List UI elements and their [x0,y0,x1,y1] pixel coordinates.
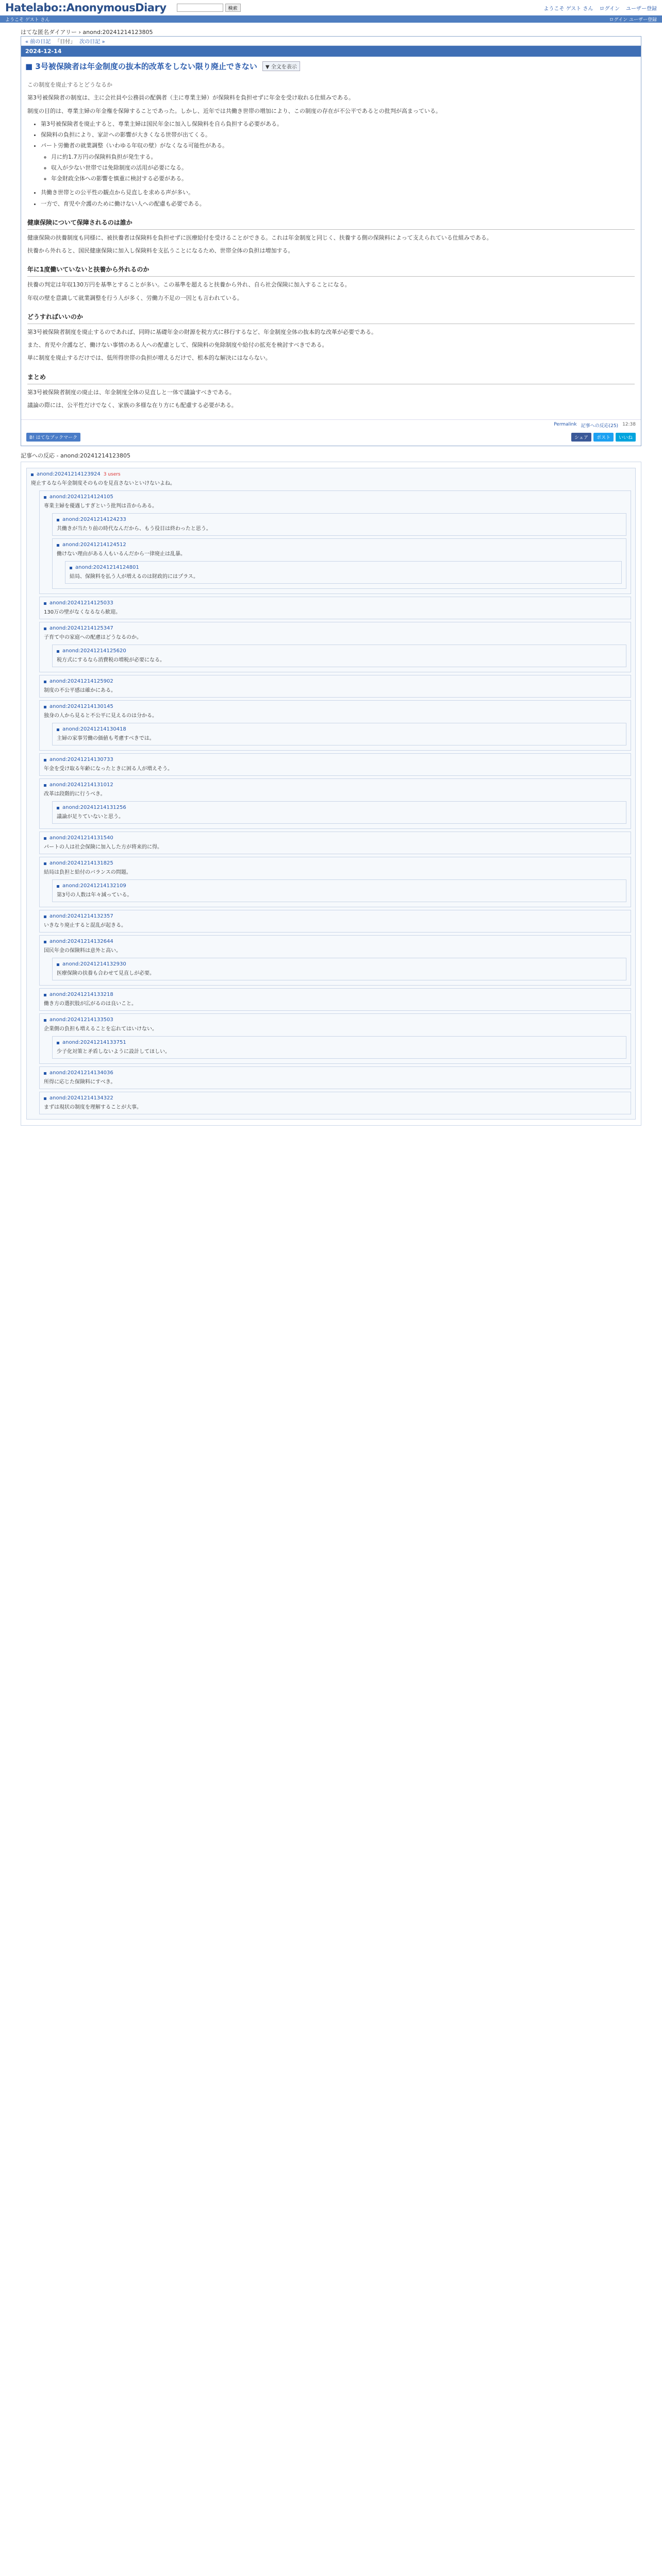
entry-paragraph: 第3号被保険者制度を廃止するのであれば、同時に基礎年金の財源を税方式に移行するなど、年金制度全体の抜本的な改革が必要である。 [27,328,377,335]
bullet-icon [44,1019,46,1022]
bullet-icon [57,1042,59,1044]
entry-body [21,75,641,419]
comment-header [44,756,626,764]
comment-text: 企業側の負担も増えることを忘れてはいけない。 [44,1026,157,1032]
comment-text: 医療保険の扶養も合わせて見直しが必要。 [57,971,155,976]
comment [39,910,631,933]
comment-header [44,991,626,999]
comment [26,468,636,1120]
comment [52,958,626,980]
comment-text: 第3号の人数は年々減っている。 [57,892,133,898]
comment-link[interactable]: anond:20241214130418 [62,726,126,732]
comment-text: まずは現状の制度を理解することが大事。 [44,1105,142,1110]
comment-header [44,781,626,789]
bullet-icon [70,567,72,569]
comment [65,561,622,584]
responses-link[interactable]: 記事への反応(25) [581,423,619,429]
comment-link[interactable]: anond:20241214132357 [49,913,113,919]
comment-link[interactable]: anond:20241214131256 [62,805,126,810]
comment-header [44,834,626,842]
comment-link[interactable]: anond:20241214124512 [62,542,126,548]
entry-paragraph: また、育児や介護など、働けない事情のある人への配慮として、保険料の免除制度や給付の拡充を検討すべきである。 [27,342,328,348]
comment-link[interactable]: anond:20241214132644 [49,939,113,944]
bullet-icon [44,1097,46,1100]
comment-link[interactable]: anond:20241214133218 [49,992,113,997]
comment-link[interactable]: anond:20241214131012 [49,782,113,788]
list-item: ◦ 月に約1.7万円の保険料負担が発生する。 [51,152,635,162]
section-heading: 年に1度働いていないと扶養から外れるのか [27,263,635,277]
comment-link[interactable]: anond:20241214133503 [49,1017,113,1023]
comment-link[interactable]: anond:20241214134036 [49,1070,113,1076]
comment [39,778,631,829]
comment-text: いきなり廃止すると混乱が起きる。 [44,923,126,928]
share-row [21,431,641,446]
entry-paragraph: 健康保険の扶養制度も同様に、被扶養者は保険料を負担せずに医療給付を受けることができる。これは年金制度と同じく、扶養する側の保険料によって支えられている仕組みである。 [27,234,492,241]
search-input[interactable] [177,4,223,12]
entry-paragraph: この制度を廃止するとどうなるか [27,81,112,88]
comment-text: 主婦の家事労働の価値も考慮すべきでは。 [57,736,155,741]
bullet-icon [44,862,46,865]
comment-link[interactable]: anond:20241214131825 [49,860,113,866]
comments-heading: 記事への反応 - anond:20241214123805 [21,452,131,459]
topbar-right[interactable]: ログイン ユーザー登録 [609,17,657,23]
list-item: ◦ 収入が少ない世帯では免除制度の活用が必要になる。 [51,163,635,173]
header-link-login[interactable]: ログイン [599,6,620,12]
list-item: ◦ 年金財政全体への影響を慎重に検討する必要がある。 [51,174,635,183]
comment-text: 独身の人から見ると不公平に見えるのは分かる。 [44,713,157,719]
comment-link[interactable]: anond:20241214125620 [62,648,126,654]
list-item: • 保険料の負担により、家計への影響が大きくなる世帯が出てくる。 [41,130,635,140]
entry-date: 2024-12-14 [21,46,641,57]
entry-time: 12:38 [622,422,636,427]
comment-text: 130万の壁がなくなるなら歓迎。 [44,609,121,615]
comment-header [44,703,626,711]
entry-list [41,119,635,184]
comment-header [44,624,626,633]
comment-header [31,470,631,479]
post-button[interactable]: ポスト [593,433,614,442]
section-heading: どうすればいいのか [27,310,635,324]
comment [39,1092,631,1114]
site-logo[interactable]: Hatelabo::AnonymousDiary [5,2,167,14]
comment-text: 税方式にするなら消費税の増税が必要になる。 [57,657,165,663]
bullet-icon [44,628,46,630]
bullet-icon [57,519,59,521]
comment [52,538,626,589]
bullet-icon [44,916,46,918]
comment-header [57,1039,622,1047]
comment [52,1036,626,1059]
entry-title[interactable]: ■ 3号被保険者は年金制度の抜本的改革をしない限り廃止できない [25,62,257,71]
day-link[interactable]: 「日付」 [55,39,76,45]
facebook-share-button[interactable]: シェア [571,433,591,442]
comment [39,988,631,1011]
comment-text: 結局は負担と給付のバランスの問題。 [44,870,131,875]
comment-text: 年金を受け取る年齢になったときに困る人が増えそう。 [44,766,173,772]
section-heading: まとめ [27,370,635,384]
comment [39,935,631,986]
bullet-icon [31,473,34,476]
comment-header [57,960,622,969]
comment-link[interactable]: anond:20241214130145 [49,704,113,709]
comment-link[interactable]: anond:20241214132109 [62,883,126,889]
comment-header [57,541,622,549]
comment-link[interactable]: anond:20241214125347 [49,625,113,631]
comment-header [44,859,626,868]
header-links [544,4,657,12]
entry-paragraph: 制度の目的は、専業主婦の年金権を保障することであった。しかし、近年では共働き世帯の増加により、この制度の存在が不公平であるとの批判が高まっている。 [27,107,441,114]
comment-link[interactable]: anond:20241214125902 [49,679,113,684]
entry-paragraph: 議論の際には、公平性だけでなく、家族の多様な在り方にも配慮する必要がある。 [27,401,237,409]
comment [39,857,631,907]
bullet-icon [44,1072,46,1075]
bullet-icon [44,837,46,840]
comment-header [44,1069,626,1077]
comment-link[interactable]: anond:20241214124801 [75,565,139,570]
comment-text: 改革は段階的に行うべき。 [44,791,106,797]
comment [39,1013,631,1064]
comment-link[interactable]: anond:20241214125033 [49,600,113,606]
comment-header [57,804,622,812]
comment [52,723,626,745]
comment-text: 制度の不公平感は確かにある。 [44,688,116,693]
comment [52,879,626,902]
comment-link[interactable]: anond:20241214134322 [49,1095,113,1101]
comment-header [57,725,622,734]
comment-text: 廃止するなら年金制度そのものを見直さないといけないよね。 [31,481,175,486]
bullet-icon [57,807,59,809]
comment [39,490,631,594]
comment-link[interactable]: anond:20241214124233 [62,517,126,522]
comment-text: 結局、保険料を払う人が増えるのは財政的にはプラス。 [70,574,198,580]
comment-header [57,516,622,524]
entry-paragraph: 年収の壁を意識して就業調整を行う人が多く、労働力不足の一因とも言われている。 [27,294,243,301]
header-link-welcome[interactable]: ようこそ ゲスト さん [543,6,593,12]
comment [39,597,631,619]
entry-nav [21,37,641,46]
comment-header [44,912,626,921]
bullet-icon [57,885,59,888]
bullet-icon [44,759,46,761]
entry-title-row [21,57,641,75]
comment-text: 働き方の選択肢が広がるのは良いこと。 [44,1001,137,1007]
bullet-icon [44,681,46,683]
bullet-icon [44,496,46,499]
comment-header [70,564,617,572]
comment [39,622,631,672]
bullet-icon [44,994,46,996]
show-full-button[interactable]: ▼ 全文を表示 [262,61,300,71]
bullet-icon [44,602,46,605]
comment-header [44,677,626,686]
bullet-icon [57,963,59,966]
comment [39,753,631,776]
bullet-icon [57,728,59,731]
list-item-text: パート労働者の就業調整（いわゆる年収の壁）がなくなる可能性がある。 [41,142,228,149]
comment [52,801,626,824]
prev-entry-link[interactable]: « 前の日記 [25,39,51,45]
section-heading: 健康保険について保障されるのは誰か [27,216,635,230]
header-link-register[interactable]: ユーザー登録 [626,6,657,12]
comment [39,1066,631,1089]
breadcrumb[interactable]: はてな匿名ダイアリー › anond:20241214123805 [21,29,153,36]
comments-tree [21,462,641,1126]
comment-header [44,493,626,501]
list-item: • 共働き世帯との公平性の観点から見直しを求める声が多い。 [41,188,635,197]
entry-paragraph: 扶養の判定は年収130万円を基準とすることが多い。この基準を超えると扶養から外れ、自ら社会保険に加入することになる。 [27,281,351,289]
bullet-icon [44,784,46,787]
entry-footer [21,419,641,431]
search-box [177,4,241,12]
permalink[interactable]: Permalink [554,422,577,427]
comment-link[interactable]: anond:20241214133751 [62,1040,126,1045]
entry-paragraph: 第3号被保険者の制度は、主に会社員や公務員の配偶者（主に専業主婦）が保険料を負担せずに年金を受け取れる仕組みである。 [27,94,354,101]
bullet-icon [57,650,59,653]
bullet-icon [57,544,59,547]
comment-link[interactable]: anond:20241214124105 [49,494,113,500]
list-item: • 第3号被保険者を廃止すると、専業主婦は国民年金に加入し保険料を自ら負担する必要がある。 [41,119,635,129]
bullet-icon [44,706,46,708]
top-bar [0,15,662,23]
comment [39,700,631,751]
diary-entry [21,36,641,446]
entry-paragraph: 単に制度を廃止するだけでは、低所得世帯の負担が増えるだけで、根本的な解決にはならない。 [27,354,271,362]
comment-text: 働けない理由がある人もいるんだから一律廃止は乱暴。 [57,551,186,557]
hatena-bookmark-button[interactable]: B! はてなブックマーク [26,433,80,442]
comment [39,675,631,698]
comment-link[interactable]: anond:20241214131540 [49,835,113,841]
comment-header [44,1094,626,1103]
comment-text: 議論が足りていないと思う。 [57,814,124,820]
comment [52,513,626,536]
bookmark-count[interactable]: 3 users [103,471,121,477]
comment-text: 共働きが当たり前の時代なんだから、もう役目は終わったと思う。 [57,526,211,532]
search-button[interactable]: 検索 [225,4,241,12]
share-right [571,433,636,442]
comment-text: 少子化対策と矛盾しないように設計してほしい。 [57,1049,170,1055]
comment-link[interactable]: anond:20241214132930 [62,961,126,967]
comment-text: 子育て中の家庭への配慮はどうなるのか。 [44,635,142,640]
comment-header [57,647,622,655]
comment-header [57,882,622,890]
comment-text: 所得に応じた保険料にすべき。 [44,1079,116,1085]
comment-text: パートの人は社会保険に加入した方が将来的に得。 [44,844,162,850]
comment-header [44,938,626,946]
comment-text: 国民年金の保険料は意外と高い。 [44,948,121,954]
next-entry-link[interactable]: 次の日記 » [79,39,105,45]
comment-link[interactable]: anond:20241214123924 [37,471,101,477]
entry-sublist [51,152,635,184]
bullet-icon [44,941,46,943]
comment-link[interactable]: anond:20241214130733 [49,757,113,762]
like-button[interactable]: いいね [616,433,636,442]
comment [39,832,631,854]
entry-list [41,188,635,209]
entry-paragraph: 第3号被保険者制度の廃止は、年金制度全体の見直しと一体で議論すべきである。 [27,388,235,396]
comment-header [44,1016,626,1024]
entry-paragraph: 扶養から外れると、国民健康保険に加入し保険料を支払うことになるため、世帯全体の負担は増加する。 [27,247,294,254]
list-item [41,141,635,183]
comment-text: 専業主婦を優遇しすぎという批判は昔からある。 [44,503,157,509]
site-header [0,0,662,15]
comment [52,645,626,667]
topbar-left: ようこそ ゲスト さん [5,17,50,23]
comment-header [44,599,626,607]
list-item: • 一方で、育児や介護のために働けない人への配慮も必要である。 [41,199,635,209]
